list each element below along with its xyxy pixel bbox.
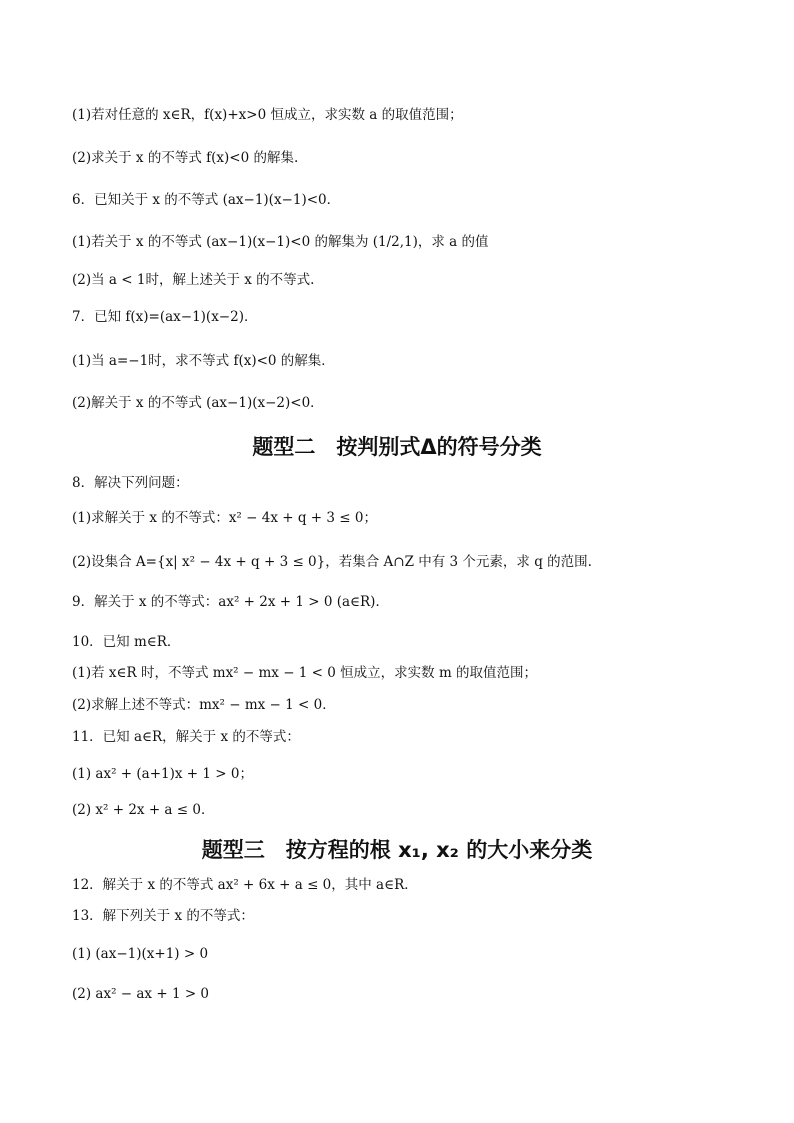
problem-6-part-1: (1)若关于 x 的不等式 (ax−1)(x−1)<0 的解集为 (1/2,1)，求 a 的值 (72, 234, 489, 250)
problem-8-stem: 8．解决下列问题： (72, 475, 189, 491)
problem-7-stem: 7．已知 f(x)=(ax−1)(x−2)． (72, 309, 258, 325)
problem-11-stem: 11．已知 a∈R，解关于 x 的不等式： (72, 729, 300, 745)
problem-10-part-2: (2)求解上述不等式：mx² − mx − 1 < 0． (72, 697, 336, 713)
problem-10-part-1: (1)若 x∈R 时，不等式 mx² − mx − 1 < 0 恒成立，求实数 m 的取值范围； (72, 665, 538, 681)
section-heading-2: 题型二 按判别式Δ的符号分类 (252, 435, 542, 459)
problem-8-part-2: (2)设集合 A={x| x² − 4x + q + 3 ≤ 0}，若集合 A∩Z 中有 3 个元素，求 q 的范围. (72, 554, 592, 570)
problem-13-stem: 13．解下列关于 x 的不等式： (72, 908, 254, 924)
problem-10-stem: 10．已知 m∈R． (72, 634, 181, 650)
problem-6-stem: 6．已知关于 x 的不等式 (ax−1)(x−1)<0． (72, 192, 341, 208)
problem-6-part-2: (2)当 a < 1时，解上述关于 x 的不等式. (72, 272, 315, 288)
problem-9: 9．解关于 x 的不等式：ax² + 2x + 1 > 0 (a∈R)． (72, 594, 389, 610)
problem-13-part-2: (2) ax² − ax + 1 > 0 (72, 986, 210, 1002)
problem-8-part-1: (1)求解关于 x 的不等式：x² − 4x + q + 3 ≤ 0； (72, 510, 377, 526)
problem-12: 12．解关于 x 的不等式 ax² + 6x + a ≤ 0，其中 a∈R． (72, 877, 418, 893)
problem-11-part-2: (2) x² + 2x + a ≤ 0． (72, 802, 215, 818)
problem-5-part-2: (2)求关于 x 的不等式 f(x)<0 的解集. (72, 150, 299, 166)
problem-11-part-1: (1) ax² + (a+1)x + 1 > 0； (72, 766, 253, 782)
problem-13-part-1: (1) (ax−1)(x+1) > 0 (72, 946, 209, 962)
problem-7-part-2: (2)解关于 x 的不等式 (ax−1)(x−2)<0． (72, 395, 324, 411)
problem-5-part-1: (1)若对任意的 x∈R，f(x)+x>0 恒成立，求实数 a 的取值范围； (72, 107, 463, 123)
problem-7-part-1: (1)当 a=−1时，求不等式 f(x)<0 的解集． (72, 353, 335, 369)
section-heading-3: 题型三 按方程的根 x₁, x₂ 的大小来分类 (201, 838, 593, 862)
